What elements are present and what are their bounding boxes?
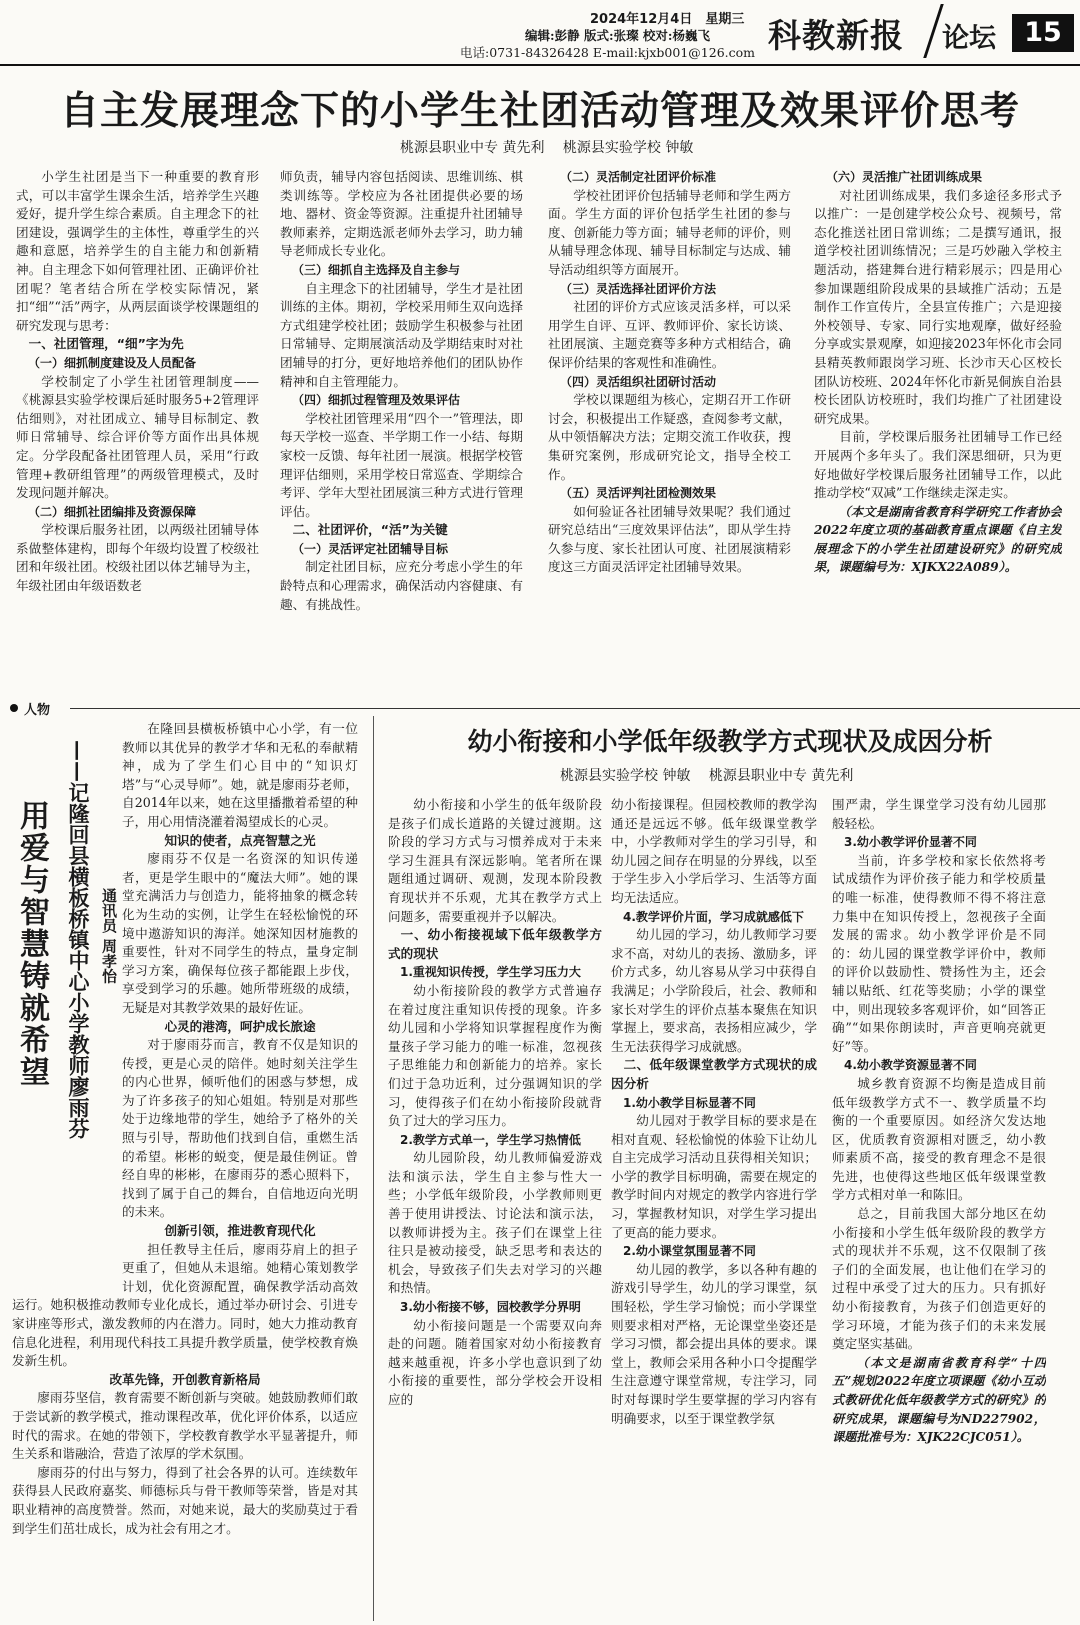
paragraph: 制定社团目标，应充分考虑小学生的年龄特点和心理需求，确保活动内容健康、有趣、有挑战性。	[280, 559, 523, 612]
paragraph: 学校社团管理采用“四个一”管理法，即每天学校一巡查、半学期工作一小结、每期家校一反馈、每年社团一展演。根据学校管理评估细则，采用学校日常巡查、学期综合考评、学年大型社团展演三种方式进行管理评估。	[280, 410, 523, 519]
article1-byline: 桃源县职业中专 黄先利 桃源县实验学校 钟敏	[400, 140, 694, 156]
paragraph: 如何验证各社团辅导效果呢？我们通过研究总结出“三度效果评估法”，即从学生持久参与度、家长社团认可度、社团展演精彩度这三方面灵活评定社团辅导效果。	[548, 503, 791, 575]
article1-column-2	[280, 168, 523, 693]
subsection-heading: 2.教学方式单一，学生学习热情低	[400, 1132, 581, 1147]
column-divider	[373, 716, 374, 1621]
article1-column-3	[548, 168, 791, 693]
tag-dot-icon	[10, 704, 18, 712]
subsection-heading: （二）细抓社团编排及资源保障	[28, 504, 197, 519]
page-number: 15	[1012, 14, 1074, 52]
paragraph: 幼小衔接和小学生的低年级阶段是孩子们成长道路的关键过渡期。这阶段的学习方式与习惯养成对于未来学习生涯具有深远影响。笔者所在课题组通过调研、观测，发现本阶段教育现状并不乐观，尤其在教学方式上问题多，需要重视并予以解决。	[388, 797, 602, 924]
contact-info: 电话:0731-84326428 E-mail:kjxb001@126.com	[460, 45, 756, 60]
paragraph: 廖雨芬不仅是一名资深的知识传递者，更是学生眼中的“魔法大师”。她的课堂充满活力与创造力，能将抽象的概念转化为生动的实例，让学生在轻松愉悦的环境中遨游知识的海洋。她深知因材施教的重要性，针对不同学生的特点，量身定制学习方案，确保每位孩子都能跟上步伐，享受到学习的乐趣。她所带班级的成绩，无疑是对其教学效果的最好佐证。	[122, 851, 358, 1015]
article1-column-1	[16, 168, 259, 693]
section-name: 论坛	[942, 23, 996, 54]
paragraph: 总之，目前我国大部分地区在幼小衔接和小学生低年级阶段的教学方式的现状并不乐观，这不仅限制了孩子们的全面发展，也让他们在学习的过程中承受了过大的压力。只有抓好幼小衔接教育，为孩子们创造更好的学习环境，才能为孩子们的未来发展奠定坚实基础。	[832, 1206, 1046, 1352]
paragraph: 廖雨芬坚信，教育需要不断创新与突破。她鼓励教师们敢于尝试新的教学模式，推动课程改革，优化评价体系，以适应时代的需求。在她的带领下，学校教育教学水平显著提升，师生关系和谐融洽，营造了浓厚的学术氛围。	[12, 1390, 358, 1462]
newspaper-name: 科教新报	[768, 16, 904, 55]
paragraph: 目前，学校课后服务社团辅导工作已经开展两个多年头了。我们深思细研，只为更好地做好学校课后服务社团辅导工作，以此推动学校“双减”工作继续走深走实。	[814, 429, 1062, 501]
section-heading: 创新引领，推进教育现代化	[164, 1223, 316, 1239]
paragraph: 学校制定了小学生社团管理制度——《桃源县实验学校课后延时服务5+2管理评估细则》，对社团成立、辅导目标制定、教师日常辅导、综合评价等方面作出具体规定。分学段配备社团管理人员，采用“行政管理+教研组管理”的两级管理模式，及时发现问题并解决。	[16, 373, 259, 501]
paragraph: 担任教导主任后，廖雨芬肩上的担子更重了，但她从未退缩。她精心策划教学计划，优化资源配置，确保教学活动高效运行。她积极推动教师专业化成长，通过举办研讨会、引进专家讲座等形式，激发教师的内在潜力。同时，她大力推动教育信息化进程，利用现代科技工具提升教学质量，使学校教育焕发新生机。	[12, 1241, 358, 1369]
paragraph: 幼小衔接问题是一个需要双向奔赴的问题。随着国家对幼小衔接教育越来越重视，许多小学也意识到了幼小衔接的重要性，部分学校会开设相应的	[388, 1317, 602, 1407]
subsection-heading: （四）细抓过程管理及效果评估	[292, 393, 461, 408]
article2-subtitle: ——记隆回县横板桥镇中心小学教师廖雨芬	[66, 740, 91, 1139]
article1-column-4	[814, 168, 1062, 693]
article3-column-1	[388, 796, 602, 1618]
paragraph: 自主理念下的社团辅导，学生才是社团训练的主体。期初，学校采用师生双向选择方式组建学校社团；鼓励学生积极参与社团日常辅导、定期展演活动及学期结束时对社团辅导的打分，更好地培养他们的团队协作精神和自主管理能力。	[280, 280, 523, 389]
subsection-heading: （六）灵活推广社团训练成果	[826, 170, 983, 184]
article3-title: 幼小衔接和小学低年级教学方式现状及成因分析	[467, 727, 993, 756]
subsection-heading: 3.幼小教学评价显著不同	[844, 835, 977, 850]
paragraph: 对于廖雨芬而言，教育不仅是知识的传授，更是心灵的陪伴。她时刻关注学生的内心世界，倾听他们的困惑与梦想，成为了许多孩子的知心姐姐。特别是对那些处于边缘地带的学生，她给予了格外的关照与引导，帮助他们找到自信，重燃生活的希望。彬彬的蜕变，便是最佳例证。曾经自卑的彬彬，在廖雨芬的悉心照料下，找到了属于自己的舞台，自信地迈向光明的未来。	[122, 1037, 358, 1220]
section-heading: 一、社团管理，“细”字为先	[28, 336, 184, 352]
paragraph: 幼儿园的教学，多以各种有趣的游戏引导学生，幼儿的学习课堂，氛围轻松，学生学习愉悦；而小学课堂则要求相对严格，无论课堂坐姿还是学习习惯，都会提出具体的要求。课堂上，教师会采用各种小口令提醒学生注意遵守课堂常规，专注学习，同时对每课时学生要掌握的学习内容有明确要求，以至于课堂教学氛	[611, 1261, 817, 1426]
article1-title: 自主发展理念下的小学生社团活动管理及效果评价思考	[59, 89, 1020, 134]
paragraph: 在隆回县横板桥镇中心小学，有一位教师以其优异的教学才华和无私的奉献精神，成为了学生们心目中的“知识灯塔”与“心灵导师”。她，就是廖雨芬老师，自2014年以来，她在这里播撒着希望的种子，用心用情浇灌着渴望成长的心灵。	[122, 721, 358, 829]
paragraph: 廖雨芬的付出与努力，得到了社会各界的认可。连续数年获得县人民政府嘉奖、师德标兵与骨干教师等荣誉，皆是对其职业精神的高度赞誉。然而，对她来说，最大的奖励莫过于看到学生们茁壮成长，成为社会有用之才。	[12, 1464, 358, 1536]
people-tag: 人物	[24, 703, 51, 718]
paragraph: 学校以课题组为核心，定期召开工作研讨会，积极提出工作疑惑，查阅参考文献，从中领悟解决方法；定期交流工作收获，搜集研究案例，形成研究论文，指导全校工作。	[548, 392, 791, 482]
paragraph: 对社团训练成果，我们多途径多形式予以推广：一是创建学校公众号、视频号，常态化推送社团日常训练；二是撰写通讯，报道学校社团训练情况；三是巧妙融入学校主题活动，搭建舞台进行精彩展示；四是用心参加课题组阶段成果的县域推广活动；五是制作工作宣传片，全县宣传推广；六是迎接外校领导、专家、同行实地观摩，做好经验分享或实景观摩，如迎接2023年怀化市会同县精英教师跟岗学习班、长沙市天心区校长团队访校班、2024年怀化市新晃侗族自治县校长团队访校班时，我们均推广了社团建设研究成果。	[814, 187, 1062, 426]
paragraph: 围严肃，学生课堂学习没有幼儿园那般轻松。	[832, 797, 1046, 831]
paragraph: 师负责，辅导内容包括阅读、思维训练、棋类训练等。学校应为各社团提供必要的场地、器材、资金等资源。注重提升社团辅导教师素养，定期选派老师外去学习，助力辅导老师成长专业化。	[280, 169, 523, 259]
article3-column-2	[611, 796, 817, 1618]
header-rule	[0, 64, 1080, 66]
section-heading: 二、低年级课堂教学方式现状的成因分析	[611, 1057, 817, 1091]
paragraph: 幼儿园阶段，幼儿教师偏爱游戏法和演示法，学生自主参与性大一些；小学低年级阶段，小学教师则更善于使用讲授法、讨论法和演示法，以教师讲授为主。孩子们在课堂上往往只是被动接受，缺乏思考和表达的机会，导致孩子们失去对学习的兴趣和热情。	[388, 1150, 602, 1296]
paragraph: 幼小衔接阶段的教学方式普遍存在着过度注重知识传授的现象。许多幼儿园和小学将知识掌握程度作为衡量孩子学习能力的唯一标准，忽视孩子思维能力和创新能力的培养。家长们过于急功近利，过分强调知识的学习，使得孩子们在幼小衔接阶段就背负了过大的学习压力。	[388, 982, 602, 1129]
section-heading: 知识的使者，点亮智慧之光	[164, 832, 316, 848]
subsection-heading: （一）细抓制度建设及人员配备	[28, 355, 197, 370]
article3-byline: 桃源县实验学校 钟敏 桃源县职业中专 黄先利	[560, 768, 854, 784]
subsection-heading: （三）细抓自主选择及自主参与	[292, 262, 461, 277]
section-heading: 二、社团评价，“活”为关键	[292, 522, 448, 538]
paragraph: 社团的评价方式应该灵活多样，可以采用学生自评、互评、教师评价、家长访谈、社团展演、主题竞赛等多种方式相结合，确保评价结果的客观性和准确性。	[548, 299, 791, 370]
paragraph: 幼儿园的学习，幼儿教师学习要求不高，对幼儿的表扬、激励多，评价方式多，幼儿容易从学习中获得自我满足；小学阶段后，社会、教师和家长对学生的评价点基本聚焦在知识掌握上，要求高，表扬相应减少，学生无法获得学习成就感。	[611, 927, 817, 1054]
title-float-spacer	[12, 720, 122, 1280]
paragraph: 当前，许多学校和家长依然将考试成绩作为评价孩子能力和学校质量的唯一标准，使得教师不得不将注意力集中在知识传授上，忽视孩子全面发展的需求。幼小教学评价是不同的：幼儿园的课堂教学评价中，教师的评价以鼓励性、赞扬性为主，还会辅以贴纸、红花等奖励；小学的课堂中，则出现较多客观评价，如“回答正确”“如果你朗读时，声音更响亮就更好”等。	[832, 852, 1046, 1054]
funding-note: （本文是湖南省教育科学“十四五”规划2022年度立项课题《幼小互动式教研优化低年级教学方式的研究》的研究成果，课题编号为ND227902，课题批准号为：XJK22CJC051）。	[832, 1355, 1046, 1445]
subsection-heading: （一）灵活评定社团辅导目标	[292, 541, 449, 556]
article2-body	[12, 720, 358, 1615]
editor-credits: 编辑:彭静 版式:张璨 校对:杨巍飞	[525, 28, 711, 43]
paragraph: 幼儿园对于教学目标的要求是在相对直观、轻松愉悦的体验下让幼儿自主完成学习活动且获得相关知识；小学的教学目标明确，需要在规定的教学时间内对规定的教学内容进行学习，掌握教材知识，对学生学习提出了更高的能力要求。	[611, 1113, 817, 1240]
paragraph: 学校社团评价包括辅导老师和学生两方面。学生方面的评价包括学生社团的参与度、创新能力等方面；辅导老师的评价，则从辅导理念体现、辅导目标制定与达成、辅导活动组织等方面展开。	[548, 187, 791, 277]
section-divider	[70, 708, 1080, 709]
subsection-heading: 4.幼小教学资源显著不同	[844, 1058, 977, 1073]
paragraph: 学校课后服务社团，以两级社团辅导体系做整体建构，即每个年级均设置了校级社团和年级社团。校级社团以体艺辅导为主，年级社团由年级语数老	[16, 522, 259, 594]
section-heading: 心灵的港湾，呵护成长旅途	[164, 1018, 316, 1034]
issue-date: 2024年12月4日 星期三	[590, 12, 745, 27]
subsection-heading: 4.教学评价片面，学习成就感低下	[623, 909, 804, 924]
article2-correspondent: 通讯员 周孝怡	[100, 888, 118, 984]
subsection-heading: （二）灵活制定社团评价标准	[560, 170, 717, 184]
paragraph: 城乡教育资源不均衡是造成目前低年级教学方式不一、教学质量不均衡的一个重要原因。如经济欠发达地区，优质教育资源相对匮乏，幼小教师素质不高，接受的教育理念不是很先进，也使得这些地区低年级课堂教学方式相对单一和陈旧。	[832, 1075, 1046, 1203]
masthead	[0, 0, 1080, 62]
subsection-heading: 3.幼小衔接不够，园校教学分界明	[400, 1300, 581, 1315]
subsection-heading: （五）灵活评判社团检测效果	[560, 486, 717, 501]
subsection-heading: 2.幼小课堂氛围显著不同	[623, 1244, 756, 1259]
section-heading: 改革先锋，开创教育新格局	[109, 1371, 261, 1387]
subsection-heading: （三）灵活选择社团评价方法	[560, 281, 717, 296]
subsection-heading: （四）灵活组织社团研讨活动	[560, 374, 717, 389]
paragraph: 小学生社团是当下一种重要的教育形式，可以丰富学生课余生活，培养学生兴趣爱好，提升学生综合素质。自主理念下的社团建设，强调学生的主体性，尊重学生的兴趣和意愿，培养学生的自主能力和创新精神。自主理念下如何管理社团、正确评价社团呢？笔者结合所在学校实际情况，紧扣“细”“活”两字，从两层面谈学校课题组的研究发现与思考：	[16, 169, 259, 333]
masthead-slash	[923, 4, 944, 58]
section-heading: 一、幼小衔接视域下低年级教学方式的现状	[388, 927, 602, 961]
paragraph: 幼小衔接课程。但园校教师的教学沟通还是远远不够。低年级课堂教学中，小学教师对学生的学习引导，和幼儿园之间存在明显的分界线，以至于学生步入小学后学习、生活等方面均无法适应。	[611, 797, 817, 905]
article3-column-3	[832, 796, 1046, 1618]
article2-title: 用爱与智慧铸就希望	[14, 800, 49, 1088]
subsection-heading: 1.重视知识传授，学生学习压力大	[400, 965, 581, 980]
subsection-heading: 1.幼小教学目标显著不同	[623, 1095, 756, 1110]
funding-note: （本文是湖南省教育科学研究工作者协会2022年度立项的基础教育重点课题《自主发展理念下的小学生社团建设研究》的研究成果，课题编号为：XJKX22A089）。	[814, 504, 1062, 575]
